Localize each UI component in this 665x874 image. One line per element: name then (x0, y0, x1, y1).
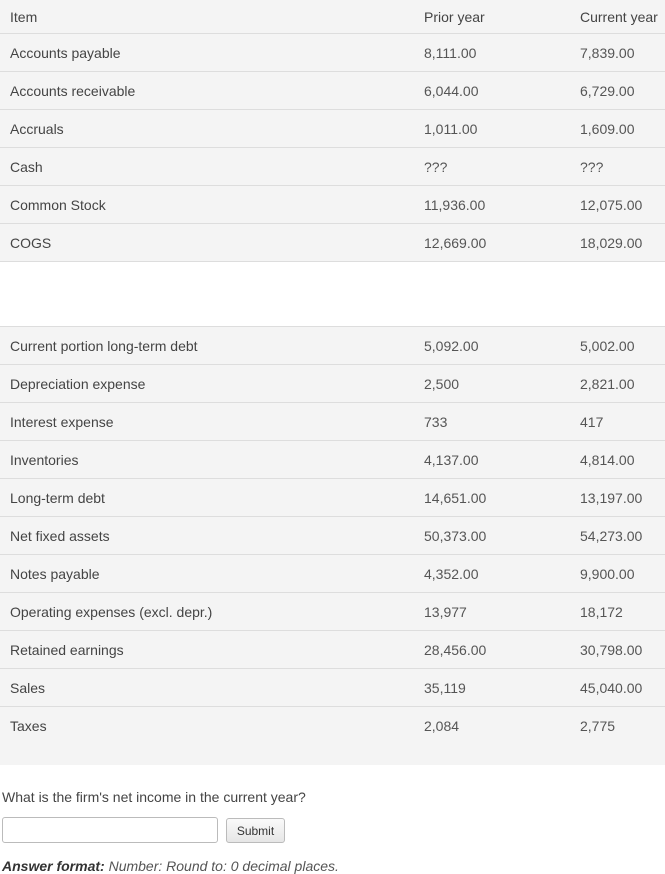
row-current-value: 4,814.00 (570, 441, 665, 479)
row-prior-value: 12,669.00 (414, 224, 570, 262)
table-header-row (0, 0, 665, 34)
row-item-label: Sales (0, 669, 414, 707)
table-row (0, 224, 665, 262)
row-item-label: Depreciation expense (0, 365, 414, 403)
row-item-label: Operating expenses (excl. depr.) (0, 593, 414, 631)
table-row (0, 479, 665, 517)
row-item-label: Long-term debt (0, 479, 414, 517)
row-item-label: Current portion long-term debt (0, 327, 414, 365)
row-prior-value: 14,651.00 (414, 479, 570, 517)
row-item-label: Common Stock (0, 186, 414, 224)
row-item-label: Accounts receivable (0, 72, 414, 110)
table-row (0, 593, 665, 631)
row-current-value: 2,821.00 (570, 365, 665, 403)
row-prior-value: 28,456.00 (414, 631, 570, 669)
table-row (0, 34, 665, 72)
table-row (0, 186, 665, 224)
row-item-label: Taxes (0, 707, 414, 746)
table-row (0, 365, 665, 403)
row-current-value: 2,775 (570, 707, 665, 746)
row-prior-value: 1,011.00 (414, 110, 570, 148)
header-prior-year: Prior year (424, 9, 485, 25)
row-prior-value: 13,977 (414, 593, 570, 631)
table-row (0, 555, 665, 593)
row-item-label: Interest expense (0, 403, 414, 441)
row-current-value: 6,729.00 (570, 72, 665, 110)
row-current-value: 13,197.00 (570, 479, 665, 517)
row-current-value: 18,172 (570, 593, 665, 631)
question-text: What is the firm's net income in the current year? (2, 789, 306, 805)
row-prior-value: 2,500 (414, 365, 570, 403)
header-item: Item (10, 9, 38, 25)
row-current-value: 54,273.00 (570, 517, 665, 555)
row-prior-value: 4,137.00 (414, 441, 570, 479)
row-item-label: Inventories (0, 441, 414, 479)
answer-format (2, 858, 339, 874)
table-row (0, 327, 665, 365)
table-row (0, 72, 665, 110)
table-row (0, 669, 665, 707)
table-row (0, 631, 665, 669)
answer-format-text: Number: Round to: 0 decimal places. (104, 858, 339, 874)
row-current-value: 1,609.00 (570, 110, 665, 148)
row-prior-value: ??? (414, 148, 570, 186)
row-prior-value: 733 (414, 403, 570, 441)
row-prior-value: 5,092.00 (414, 327, 570, 365)
row-current-value: 5,002.00 (570, 327, 665, 365)
row-current-value: 45,040.00 (570, 669, 665, 707)
financial-table-top (0, 0, 665, 262)
answer-format-label: Answer format: (2, 858, 105, 874)
table-row (0, 517, 665, 555)
row-current-value: ??? (570, 148, 665, 186)
table-row (0, 148, 665, 186)
row-prior-value: 11,936.00 (414, 186, 570, 224)
financial-table-bottom (0, 326, 665, 745)
row-item-label: Accruals (0, 110, 414, 148)
row-item-label: COGS (0, 224, 414, 262)
row-current-value: 12,075.00 (570, 186, 665, 224)
row-current-value: 417 (570, 403, 665, 441)
row-prior-value: 8,111.00 (414, 34, 570, 72)
header-current-year: Current year (580, 9, 658, 25)
answer-input[interactable] (2, 817, 218, 843)
row-prior-value: 35,119 (414, 669, 570, 707)
table-row (0, 110, 665, 148)
row-item-label: Cash (0, 148, 414, 186)
row-item-label: Notes payable (0, 555, 414, 593)
table-row (0, 707, 665, 746)
table-footer-space (0, 745, 665, 765)
row-current-value: 30,798.00 (570, 631, 665, 669)
row-item-label: Net fixed assets (0, 517, 414, 555)
row-prior-value: 50,373.00 (414, 517, 570, 555)
row-prior-value: 2,084 (414, 707, 570, 746)
row-prior-value: 4,352.00 (414, 555, 570, 593)
row-current-value: 18,029.00 (570, 224, 665, 262)
row-item-label: Retained earnings (0, 631, 414, 669)
row-current-value: 9,900.00 (570, 555, 665, 593)
row-item-label: Accounts payable (0, 34, 414, 72)
table-row (0, 441, 665, 479)
row-prior-value: 6,044.00 (414, 72, 570, 110)
row-current-value: 7,839.00 (570, 34, 665, 72)
submit-button[interactable]: Submit (226, 818, 285, 843)
table-row (0, 403, 665, 441)
